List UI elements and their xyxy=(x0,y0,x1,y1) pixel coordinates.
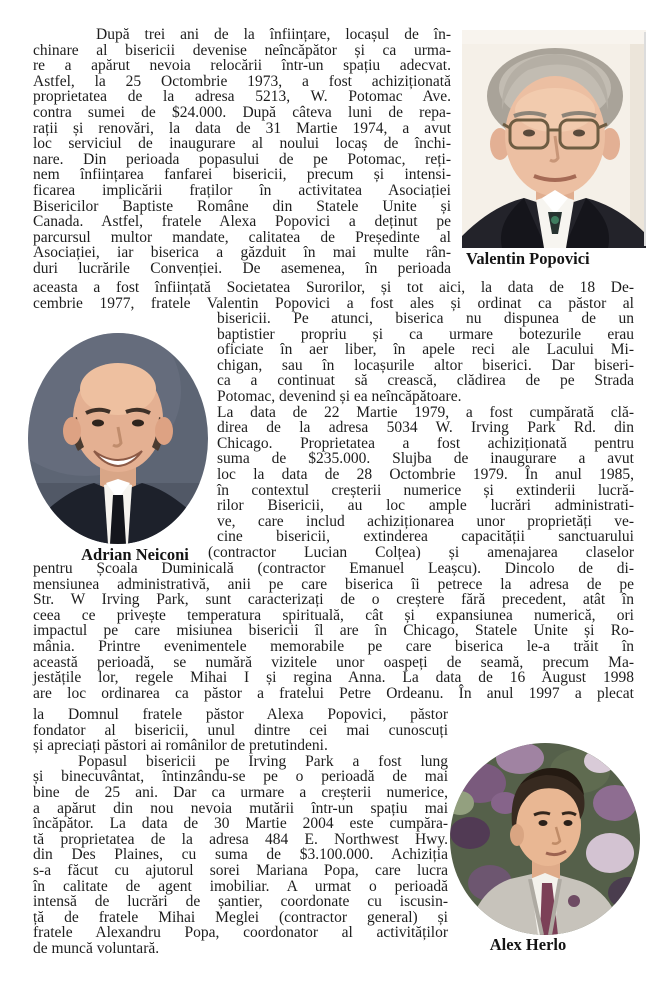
text-line: această perioadă, se numără vizitele unor oaspeți de seamă, precum Ma- xyxy=(33,653,634,671)
paragraph-right-of-photo xyxy=(208,310,634,561)
text-line: Astfel, la 25 Octombrie 1973, a fost achiziționată xyxy=(33,72,451,90)
text-line: duri lucrările Convenției. De asemenea, în perioada xyxy=(33,259,451,277)
text-line: re a apărut nevoia relocării într-un spațiu adecvat. xyxy=(33,57,451,75)
text-line: în contextul creșterii numerice și extinderii lucră- xyxy=(217,481,634,499)
paragraph-top-left xyxy=(33,27,451,277)
text-line: baptistier propriu și ca urmare botezurile erau xyxy=(217,325,634,343)
text-line: oficiate în aer liber, în apele reci ale Lacului Mi- xyxy=(217,341,634,359)
text-line: tă proprietatea de la adresa 484 E. Northwest Hwy. xyxy=(33,830,448,848)
photo-caption-alex: Alex Herlo xyxy=(489,935,567,954)
portrait-valentin-illustration xyxy=(462,30,646,248)
text-line: s-a făcut cu ajutorul sorei Mariana Popa, care lucra xyxy=(33,861,448,879)
text-line: proprietatea de la adresa 5213, W. Potomac Ave. xyxy=(33,88,451,106)
text-line: Popasul bisericii pe Irving Park a fost lung xyxy=(78,752,448,770)
text-line: rilor Bisericii, au loc ample lucrări administrati- xyxy=(217,497,634,515)
text-line: (contractor Lucian Colțea) și amenajarea claselor xyxy=(208,543,634,561)
text-line: ță de fratele Mihai Meglei (contractor general) și xyxy=(33,908,448,926)
text-line: intensă de lucrări de șantier, coordonate cu iscusin- xyxy=(33,893,448,911)
text-line: impactul pe care misiunea bisericii îl are în Chicago, Statele Unite și Ro- xyxy=(33,622,634,640)
text-line: parcursul multor mandate, calitatea de Președinte al xyxy=(33,228,451,246)
text-line: chinare al bisericii devenise neîncăpător și ca urma- xyxy=(33,41,451,59)
text-line: suma de $235.000. Slujba de inaugurare a avut xyxy=(217,450,634,468)
text-line: Str. W Irving Park, sunt caracterizați de o creștere fără precedent, atât în xyxy=(33,591,634,609)
photo-alex-herlo xyxy=(450,743,640,935)
photo-caption-adrian: Adrian Neiconi xyxy=(81,545,189,564)
text-line: bisericii. Pe atunci, biserica nu dispunea de un xyxy=(217,310,634,327)
paragraph-bottom-left xyxy=(33,707,448,957)
text-line: rații și renovări, la data de 31 Martie 1974, a avut xyxy=(33,119,451,137)
portrait-alex-illustration xyxy=(450,743,640,935)
text-line: ficarea implicării fraților în activitatea Asociației xyxy=(33,181,451,199)
text-line: cembrie 1977, fratele Valentin Popovici a fost ales și ordinat ca păstor al xyxy=(33,294,634,312)
paragraph-full-width-1 xyxy=(33,280,634,311)
text-line: de muncă voluntară. xyxy=(33,939,160,957)
text-line: în calitate de agent imobiliar. A urmat o perioadă xyxy=(33,877,448,895)
photo-valentin-popovici xyxy=(462,30,646,248)
text-line: ca a continuat să crească, clădirea de pe Strada xyxy=(217,372,634,390)
text-line: fondator al bisericii, unul dintre cei mai cunoscuți xyxy=(33,721,448,739)
text-line: chigan, sau în locașurile altor biserici. Dar biseri- xyxy=(217,356,634,374)
text-line: mensiunea administrativă, anii pe care biserica îi petrece la adresa de pe xyxy=(33,575,634,593)
text-line: aceasta a fost înființată Societatea Surorilor, și tot aici, la data de 18 De- xyxy=(33,279,634,296)
photo-adrian-neiconi xyxy=(28,333,208,544)
text-line: nem înființarea fanfarei bisericii, precum și intensi- xyxy=(33,166,451,184)
text-line: și binecuvântat, întinzându-se pe o perioadă de mai xyxy=(33,768,448,786)
text-line: Potomac, devenind și ea neîncăpătoare. xyxy=(217,387,462,405)
text-line: Asociației, iar biserica a găzduit în mai multe rân- xyxy=(33,244,451,262)
text-line: Bisericilor Baptiste Române din Statele Unite și xyxy=(33,197,451,215)
text-line: direa de la adresa 5034 W. Irving Park Rd. din xyxy=(217,419,634,437)
text-line: la Domnul fratele păstor Alexa Popovici, păstor xyxy=(33,706,448,723)
paragraph-full-width-2 xyxy=(33,561,634,701)
text-line: a apărut din nou nevoia mutării într-un spațiu mai xyxy=(33,799,448,817)
text-line: fratele Alexandru Popa, coordonator al activităților xyxy=(33,924,448,942)
text-line: are loc ordinarea ca păstor a fratelui Petre Ordeanu. În anul 1997 a plecat xyxy=(33,684,634,702)
text-line: loc serviciul de inaugurare al noului locaș de închi- xyxy=(33,135,451,153)
text-line: pentru Școala Duminicală (contractor Emanuel Leașcu). Dincolo de di- xyxy=(33,560,634,577)
text-line: Canada. Astfel, fratele Alexa Popovici a deținut pe xyxy=(33,213,451,231)
text-line: ceea ce privește temperatura spirituală, cât și expansiunea numerică, ori xyxy=(33,606,634,624)
text-line: Chicago. Proprietatea a fost achiziționată pentru xyxy=(217,434,634,452)
text-line: După trei ani de la înființare, locașul de în- xyxy=(96,26,451,43)
text-line: cine bisericii, extinderea capacității sanctuarului xyxy=(217,528,634,546)
text-line: jestățile lor, regele Mihai I și regina Anna. La data de 16 August 1998 xyxy=(33,669,634,687)
text-line: încăpător. La data de 30 Martie 2004 este cumpăra- xyxy=(33,815,448,833)
text-line: mânia. Printre evenimentele memorabile pe care biserica le-a trăit în xyxy=(33,637,634,655)
text-line: bine de 25 ani. Dar ca urmare a creșterii numerice, xyxy=(33,783,448,801)
text-line: loc la data de 28 Octombrie 1979. În anul 1985, xyxy=(217,465,634,483)
text-line: ve, care includ achiziționarea unor proprietăți ve- xyxy=(217,512,634,530)
text-line: și apreciați păstori ai românilor de pretutindeni. xyxy=(33,737,328,755)
text-line: din Des Plaines, cu suma de $3.100.000. Achiziția xyxy=(33,846,448,864)
photo-caption-valentin: Valentin Popovici xyxy=(466,249,590,268)
text-line: La data de 22 Martie 1979, a fost cumpărată clă- xyxy=(217,403,634,421)
text-line: contra sumei de $24.000. După câteva luni de repa- xyxy=(33,103,451,121)
portrait-adrian-illustration xyxy=(28,333,208,544)
text-line: nare. Din perioada popasului de pe Potomac, reți- xyxy=(33,150,451,168)
scan-edge-artifact xyxy=(644,32,646,246)
